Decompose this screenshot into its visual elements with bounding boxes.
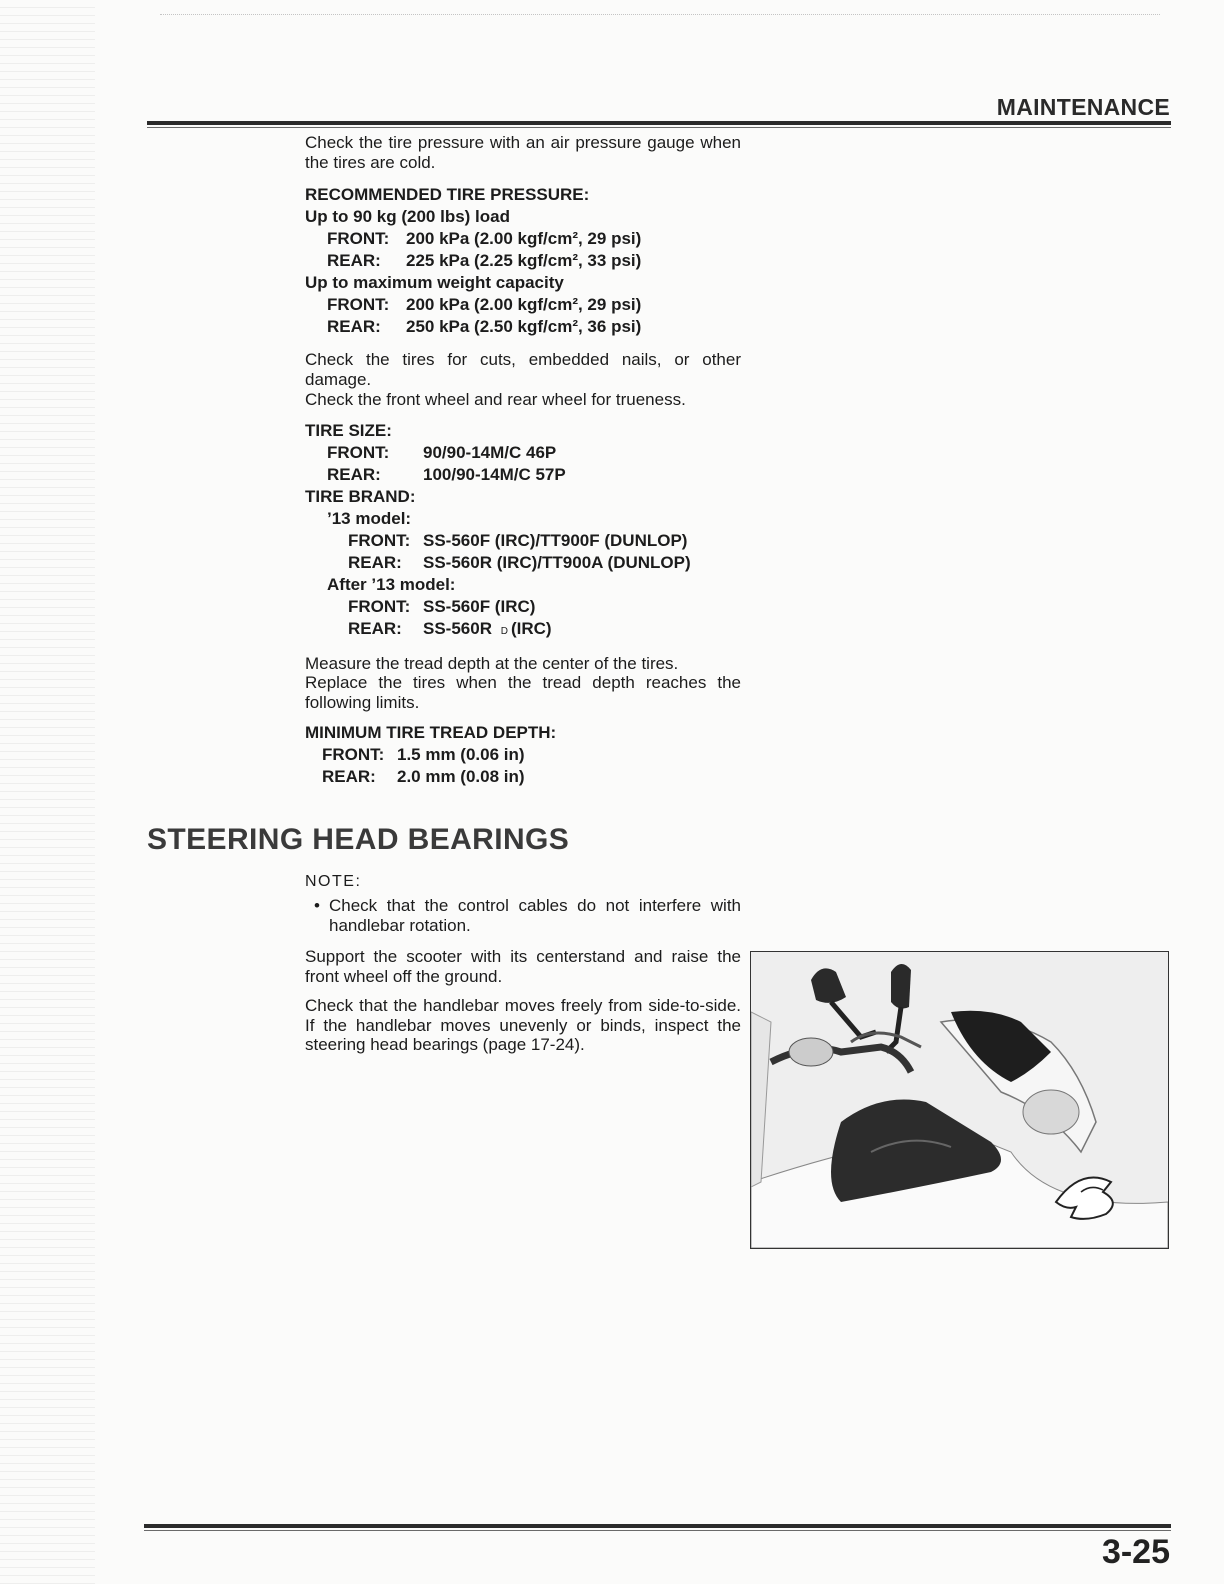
row-value: SS-560F (IRC)/TT900F (DUNLOP) — [423, 530, 688, 550]
tire-size-rear-row — [305, 464, 741, 486]
row-label: REAR: — [327, 464, 381, 484]
scan-edge-top — [160, 0, 1160, 15]
row-value: SS-560R (IRC)/TT900A (DUNLOP) — [423, 552, 691, 572]
row-label: REAR: — [348, 552, 402, 572]
note-label: NOTE: — [305, 873, 362, 890]
note-item — [305, 896, 741, 935]
footer-rule — [144, 1524, 1171, 1528]
bullet-icon: • — [314, 896, 320, 915]
tread-depth-heading: MINIMUM TIRE TREAD DEPTH: — [305, 723, 557, 742]
row-value — [423, 618, 552, 643]
row-value: 250 kPa (2.50 kgf/cm², 36 psi) — [406, 317, 642, 336]
tire-section — [305, 133, 741, 788]
model-13-rear-row — [305, 552, 741, 574]
row-label: FRONT: — [322, 745, 385, 764]
header-rule-thin — [147, 127, 1171, 128]
steering-section — [305, 872, 741, 1055]
load-90-label: Up to 90 kg (200 lbs) load — [305, 207, 510, 226]
tread-replace-text: Replace the tires when the tread depth reaches the following limits. — [305, 673, 741, 712]
row-value: SS-560F (IRC) — [423, 596, 536, 616]
scan-edge-left — [0, 0, 95, 1584]
tread-measure-text: Measure the tread depth at the center of the tires. — [305, 653, 679, 673]
section-header: MAINTENANCE — [996, 94, 1170, 120]
row-label: REAR: — [348, 618, 402, 638]
handlebar-check-text: Check that the handlebar moves freely from side-to-side. If the handlebar moves unevenly or binds, inspect the steering head bearings (page 17-24). — [305, 996, 741, 1054]
rear-value-sub: D — [500, 625, 508, 637]
model-after-13-front-row — [305, 596, 741, 618]
handlebar-photo — [750, 951, 1169, 1249]
load-max-label: Up to maximum weight capacity — [305, 273, 564, 292]
row-value: 2.0 mm (0.08 in) — [397, 767, 525, 786]
tire-brand-heading: TIRE BRAND: — [305, 486, 416, 506]
row-label: REAR: — [327, 251, 381, 270]
row-label: FRONT: — [327, 295, 390, 314]
row-value: 200 kPa (2.00 kgf/cm², 29 psi) — [406, 229, 642, 248]
wheel-trueness-check: Check the front wheel and rear wheel for trueness. — [305, 390, 686, 409]
row-label: REAR: — [327, 317, 381, 336]
row-value: 1.5 mm (0.06 in) — [397, 745, 525, 764]
load-90-front-row — [305, 228, 741, 250]
page-number: 3-25 — [1101, 1533, 1170, 1571]
tire-intro: Check the tire pressure with an air pressure gauge when the tires are cold. — [305, 133, 741, 172]
row-value: 100/90-14M/C 57P — [423, 464, 566, 484]
row-value: 90/90-14M/C 46P — [423, 442, 557, 462]
header-rule — [147, 121, 1171, 125]
row-value: 225 kPa (2.25 kgf/cm², 33 psi) — [406, 251, 642, 270]
note-item-text: Check that the control cables do not interfere with handlebar rotation. — [329, 896, 741, 935]
steering-section-title: STEERING HEAD BEARINGS — [147, 823, 570, 856]
row-label: REAR: — [322, 767, 376, 786]
row-label: FRONT: — [348, 530, 411, 550]
tire-damage-check: Check the tires for cuts, embedded nails, or other damage. — [305, 350, 741, 389]
support-text: Support the scooter with its centerstand and raise the front wheel off the ground. — [305, 947, 741, 986]
model-after-13-rear-row — [305, 618, 741, 643]
rear-value-main: SS-560R — [423, 618, 492, 638]
tread-front-row — [305, 744, 741, 766]
load-max-front-row — [305, 294, 741, 316]
tread-rear-row — [305, 766, 741, 788]
tire-size-front-row — [305, 442, 741, 464]
row-label: FRONT: — [327, 229, 390, 248]
rear-value-suffix: (IRC) — [510, 618, 552, 638]
handlebar-illustration — [751, 952, 1168, 1248]
load-max-rear-row — [305, 316, 741, 338]
model-13-front-row — [305, 530, 741, 552]
model-after-13-label: After ’13 model: — [327, 574, 456, 594]
row-value: 200 kPa (2.00 kgf/cm², 29 psi) — [406, 295, 642, 314]
row-label: FRONT: — [327, 442, 390, 462]
footer-rule-thin — [144, 1530, 1171, 1531]
load-90-rear-row — [305, 250, 741, 272]
tire-size-heading: TIRE SIZE: — [305, 420, 392, 440]
model-13-label: ’13 model: — [327, 508, 412, 528]
pressure-heading: RECOMMENDED TIRE PRESSURE: — [305, 185, 590, 204]
row-label: FRONT: — [348, 596, 411, 616]
